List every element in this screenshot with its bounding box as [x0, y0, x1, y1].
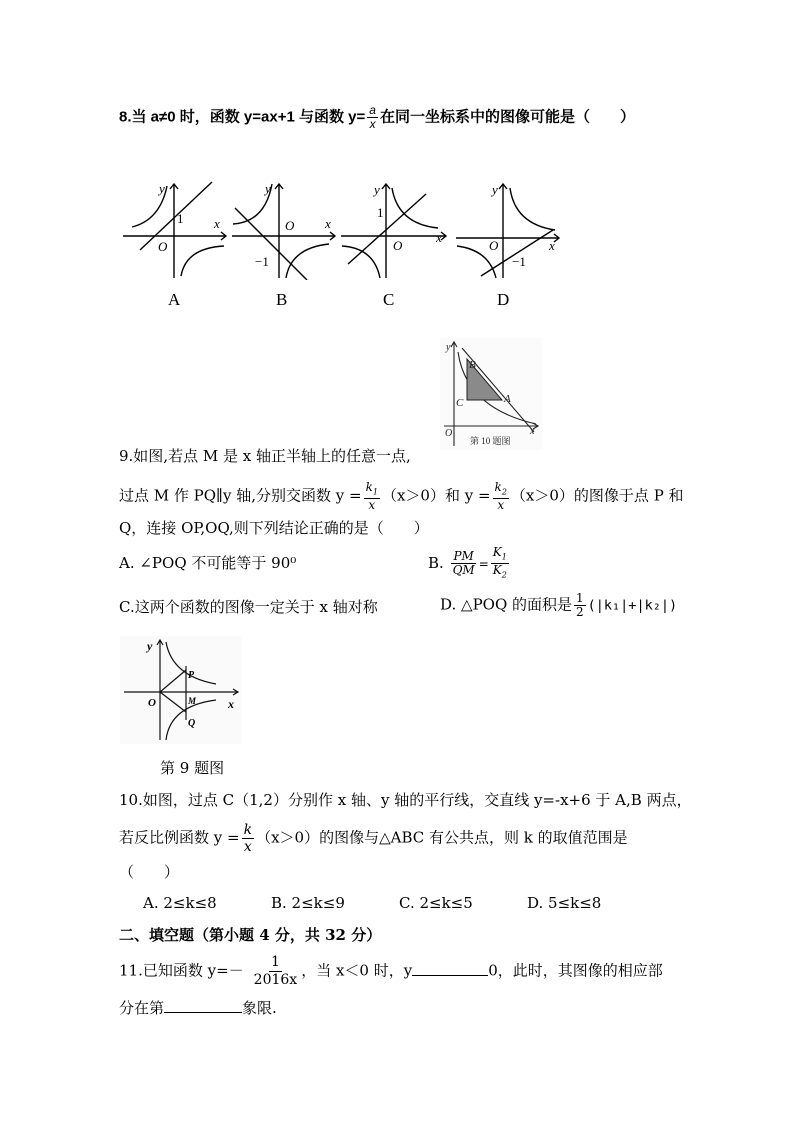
q9-frac-k1	[364, 481, 380, 512]
q11-frac-den: 2016x	[253, 972, 298, 988]
q8-fraction	[367, 104, 378, 131]
q9-option-b-rnum: K	[492, 545, 502, 559]
q10-option-b: B. 2≤k≤9	[271, 894, 345, 912]
q9-option-b-lhs	[451, 550, 477, 577]
q9-k1: k	[365, 480, 373, 494]
q8-graph-a	[120, 180, 230, 280]
q9-option-b-num: PM	[453, 549, 474, 564]
q9-option-b	[428, 546, 511, 582]
fig10-caption: 第 10 题图	[470, 436, 511, 446]
q9-option-a	[119, 553, 296, 573]
q10-line1-text: 10.如图，过点 C（1,2）分别作 x 轴、y 轴的平行线，交直线 y=-x+6 于 A,B 两点，	[119, 791, 692, 809]
q9-option-d-a: D. △POQ 的面积是	[440, 595, 573, 614]
q11-line2	[119, 998, 277, 1018]
q8-stem	[119, 104, 635, 131]
q9-fig-y-label: y	[147, 639, 153, 653]
q10-line2	[119, 822, 628, 855]
fig10-y-label: y	[446, 342, 451, 353]
q9-fig-caption: 第 9 题图	[160, 759, 225, 777]
q11-blank-2[interactable]	[164, 998, 242, 1013]
q8a-x-label: x	[214, 216, 220, 231]
q9-option-b-rden-sub: 2	[501, 570, 507, 580]
q8c-origin-label: O	[393, 238, 403, 253]
q9-line1	[119, 446, 411, 466]
q10-option-a: A. 2≤k≤8	[143, 894, 217, 912]
q8c-x-label: x	[436, 230, 442, 245]
q8-frac-num: a	[369, 103, 376, 117]
q9-line2	[119, 481, 684, 512]
q10-option-c: C. 2≤k≤5	[399, 894, 473, 912]
q8d-x-label: x	[549, 238, 555, 253]
q8-graph-b	[229, 180, 339, 280]
q9-option-a-text: A. ∠POQ 不可能等于 90⁰	[119, 554, 297, 572]
q9-fig-p-label: P	[188, 670, 195, 681]
q9-diagram	[120, 636, 242, 744]
q9-line2-b: （x＞0）和 y =	[381, 486, 491, 505]
q8-caption-d: D	[497, 290, 510, 309]
q9-k1-sub: 1	[372, 487, 378, 497]
q9-line3	[119, 518, 429, 538]
q9-fig-o-label: O	[148, 697, 156, 709]
q10-frac-den: x	[243, 839, 252, 855]
q11-frac-num: 1	[270, 954, 280, 970]
q11-line1-a: 11.已知函数 y=－	[119, 961, 244, 980]
q9-option-c	[119, 597, 378, 617]
q10-line1	[119, 790, 692, 810]
fig10-x-label: x	[530, 426, 535, 437]
q9-option-d-num: 1	[576, 591, 584, 605]
q8d-origin-label: O	[489, 238, 499, 253]
q9-option-b-den: QM	[452, 563, 475, 578]
q9-frac-k2	[493, 481, 509, 512]
q8a-origin-label: O	[158, 239, 168, 254]
fig10-b-label: B	[469, 359, 476, 371]
q8a-y-label: y	[159, 181, 165, 196]
q8-frac-den: x	[369, 117, 376, 131]
q9-k2: k	[494, 480, 502, 494]
q9-option-b-eq: =	[478, 556, 489, 571]
q8-caption-c: C	[383, 290, 395, 309]
q8b-intercept-label: −1	[255, 254, 269, 269]
q9-fig-x-label: x	[228, 697, 234, 711]
q9-fig-q-label: Q	[188, 718, 196, 729]
q8d-y-label: y	[492, 182, 498, 197]
q11-line1-b: ，当 x＜0 时，y	[301, 961, 413, 980]
q8-caption-b: B	[276, 290, 288, 309]
q9-option-d	[440, 592, 677, 619]
q9-option-d-b: (|k₁|+|k₂|)	[587, 597, 678, 614]
q11-frac	[252, 954, 300, 989]
q9-fig-m-label: M	[188, 696, 197, 706]
q10-line2-a: 若反比例函数 y =	[119, 828, 240, 847]
q8a-intercept-label: 1	[177, 211, 184, 226]
q10-frac-num: k	[243, 822, 253, 838]
q8-caption-a: A	[168, 290, 181, 309]
fig10-o-label: O	[445, 428, 453, 439]
q8-text-before: 8.当 a≠0 时，函数 y=ax+1 与函数 y=	[119, 108, 366, 126]
q8-graph-c	[338, 180, 450, 280]
q10-option-d: D. 5≤k≤8	[527, 894, 602, 912]
q11-blank-1[interactable]	[412, 961, 488, 976]
q9-option-b-rhs	[491, 546, 509, 582]
q9-line2-a: 过点 M 作 PQ∥y 轴,分别交函数 y =	[119, 486, 362, 505]
q9-k2-sub: 2	[501, 487, 507, 497]
q8-text-after: 在同一坐标系中的图像可能是（ ）	[379, 108, 635, 126]
q9-k1-den: x	[368, 498, 376, 513]
q9-option-b-label: B.	[428, 553, 444, 572]
q9-option-d-den: 2	[576, 605, 584, 619]
q9-option-d-frac	[574, 592, 586, 619]
q9-option-b-rden: K	[492, 563, 502, 578]
q8b-y-label: y	[265, 181, 271, 196]
section2-title: 二、填空题（第小题 4 分，共 32 分）	[119, 926, 382, 944]
q9-line1-text: 9.如图,若点 M 是 x 轴正半轴上的任意一点,	[119, 447, 411, 465]
q9-option-b-rnum-sub: 1	[501, 552, 507, 562]
q8c-intercept-label: 1	[377, 205, 384, 220]
q9-k2-den: x	[497, 498, 505, 513]
q8b-x-label: x	[325, 216, 331, 231]
fig10-a-label: A	[504, 393, 511, 405]
q8d-intercept-label: −1	[512, 254, 526, 269]
q9-line3-text: Q，连接 OP,OQ,则下列结论正确的是（ ）	[119, 519, 429, 537]
q8c-y-label: y	[374, 182, 380, 197]
fig10-diagram	[440, 338, 542, 450]
fig10-c-label: C	[456, 397, 464, 409]
q8b-origin-label: O	[285, 218, 295, 233]
q9-line2-c: （x＞0）的图像于点 P 和	[510, 486, 684, 505]
q10-line2-b: （x＞0）的图像与△ABC 有公共点，则 k 的取值范围是	[256, 828, 628, 847]
q11-line2-a: 分在第	[119, 999, 165, 1017]
q10-line3: （ ）	[119, 863, 180, 881]
q11-line1-c: 0，此时，其图像的相应部	[488, 961, 663, 980]
q10-frac	[242, 822, 254, 855]
q9-option-c-text: C.这两个函数的图像一定关于 x 轴对称	[119, 598, 378, 616]
q11-line1	[119, 954, 663, 989]
q11-line2-b: 象限.	[242, 999, 277, 1017]
q8-graph-d	[453, 180, 563, 280]
